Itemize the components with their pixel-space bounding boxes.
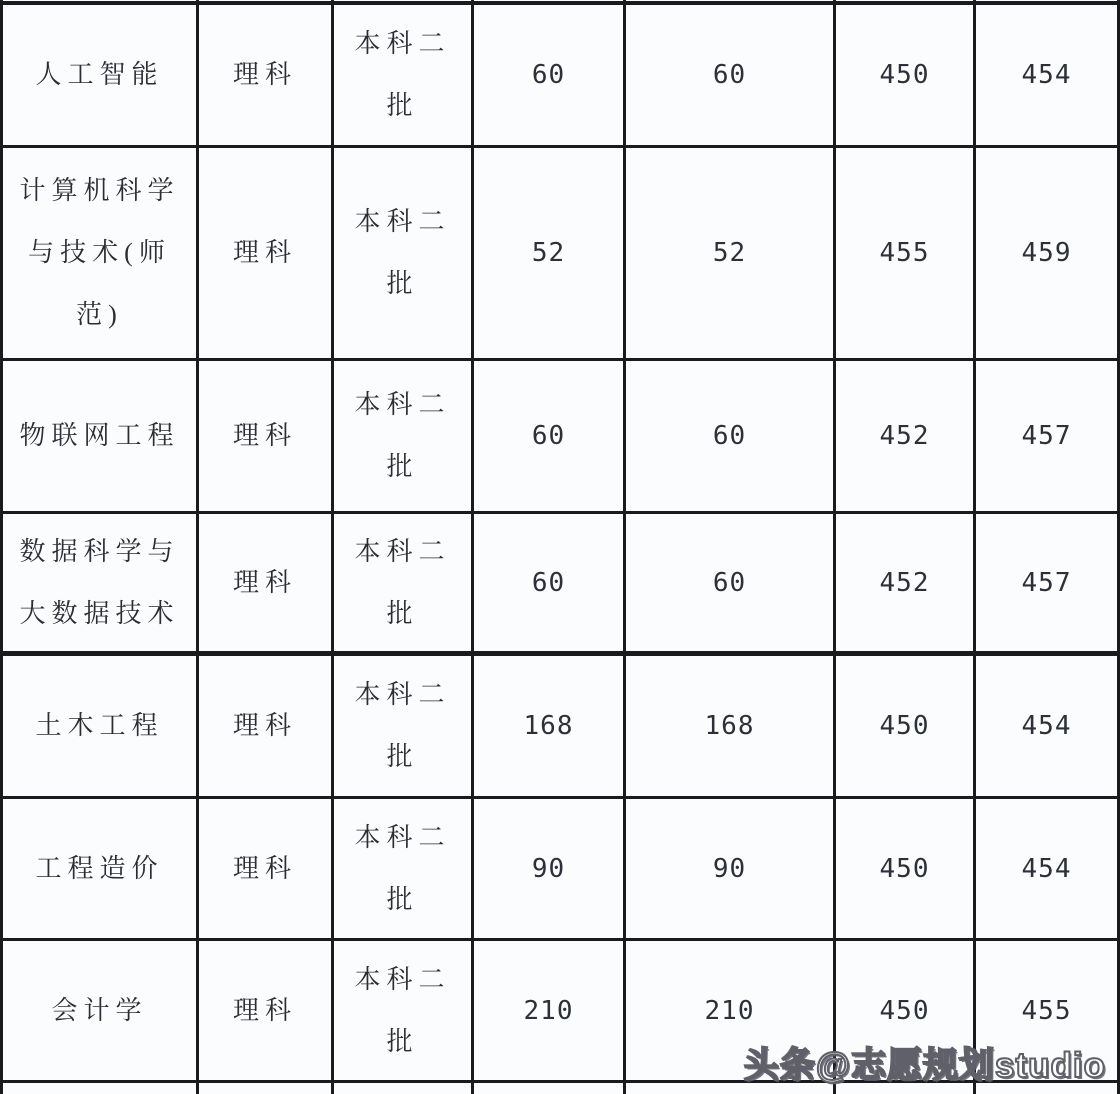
cell-text: 本科二批 — [354, 390, 451, 481]
cell-text: 物联网工程 — [19, 421, 180, 450]
cell-text: 454 — [1021, 853, 1072, 884]
table-cell — [474, 148, 626, 361]
table-cell — [334, 514, 474, 656]
table-cell — [626, 656, 836, 799]
table-cell — [474, 941, 626, 1083]
cell-text: 52 — [531, 238, 566, 268]
table-cell — [0, 941, 199, 1083]
table-cell — [199, 656, 334, 799]
table-cell — [0, 148, 199, 361]
table-cell — [836, 5, 976, 148]
cell-text: 90 — [712, 853, 747, 884]
cell-text: 60 — [531, 567, 566, 598]
table-cell — [976, 361, 1120, 514]
cell-text: 本科二批 — [354, 822, 451, 914]
table-cell — [976, 148, 1120, 361]
table-cell — [836, 514, 976, 656]
table-cell — [626, 799, 836, 941]
table-cell — [334, 799, 474, 941]
cell-text: 会计学 — [51, 995, 148, 1025]
table-cell — [836, 148, 976, 361]
cell-text: 理科 — [232, 238, 297, 267]
table-cell — [199, 148, 334, 361]
cell-text: 454 — [1021, 711, 1072, 741]
cell-text: 本科二批 — [354, 964, 451, 1056]
cell-text: 60 — [531, 421, 566, 451]
cell-text: 457 — [1021, 567, 1072, 598]
table-cell — [474, 514, 626, 656]
cell-text: 60 — [531, 60, 566, 90]
table-cell — [199, 361, 334, 514]
table-cell — [199, 799, 334, 941]
table-cell — [0, 514, 199, 656]
cell-text: 52 — [712, 238, 747, 268]
cell-text: 本科二批 — [354, 536, 451, 628]
table-cell — [474, 361, 626, 514]
cell-text: 60 — [712, 60, 747, 90]
cell-text: 90 — [531, 853, 566, 884]
cell-text: 数据科学与大数据技术 — [19, 536, 180, 628]
cell-text: 452 — [879, 421, 930, 451]
cell-text: 210 — [523, 995, 574, 1026]
table-cell — [626, 148, 836, 361]
table-cell — [334, 361, 474, 514]
cell-text: 450 — [879, 60, 930, 90]
table-cell — [976, 5, 1120, 148]
table-cell — [0, 656, 199, 799]
table-cell — [199, 941, 334, 1083]
table-cell — [836, 361, 976, 514]
table-cell — [199, 514, 334, 656]
cell-text: 450 — [879, 853, 930, 884]
cell-text: 450 — [879, 711, 930, 741]
watermark-text: 头条@志愿规划studio — [743, 1046, 1106, 1085]
cell-text: 450 — [879, 995, 930, 1026]
cell-text: 60 — [712, 567, 747, 598]
table-cell — [0, 1083, 199, 1094]
table-cell — [976, 514, 1120, 656]
cell-text: 455 — [879, 238, 930, 268]
table-cell — [836, 799, 976, 941]
cell-text: 本科二批 — [354, 207, 451, 298]
table-cell — [0, 5, 199, 148]
table-cell — [199, 5, 334, 148]
cell-text: 理科 — [232, 995, 297, 1025]
cell-text: 土木工程 — [35, 711, 164, 740]
table-cell — [626, 514, 836, 656]
cell-text: 455 — [1021, 995, 1072, 1026]
cell-text: 人工智能 — [35, 60, 164, 89]
table-cell — [334, 1083, 474, 1094]
cell-text: 本科二批 — [354, 29, 451, 120]
cell-text: 459 — [1021, 238, 1072, 268]
table-cell — [199, 1083, 334, 1094]
table-cell — [474, 799, 626, 941]
table-cell — [334, 656, 474, 799]
cell-text: 本科二批 — [354, 680, 451, 771]
cell-text: 工程造价 — [35, 853, 164, 883]
cell-text: 理科 — [232, 567, 297, 597]
table-cell — [474, 5, 626, 148]
cell-text: 168 — [704, 711, 755, 741]
cell-text: 210 — [704, 995, 755, 1026]
cell-text: 454 — [1021, 60, 1072, 90]
table-cell — [976, 799, 1120, 941]
table-cell — [976, 656, 1120, 799]
table-cell — [836, 656, 976, 799]
table-cell — [0, 361, 199, 514]
cell-text: 理科 — [232, 60, 297, 89]
cell-text: 452 — [879, 567, 930, 598]
table-cell — [474, 656, 626, 799]
table-cell — [334, 5, 474, 148]
cell-text: 理科 — [232, 853, 297, 883]
table-cell — [0, 799, 199, 941]
cell-text: 理科 — [232, 711, 297, 740]
table-cell — [334, 148, 474, 361]
table-cell — [474, 1083, 626, 1094]
cell-text: 60 — [712, 421, 747, 451]
cell-text: 理科 — [232, 421, 297, 450]
cell-text: 计算机科学与技术(师范) — [19, 176, 180, 329]
table-cell — [626, 361, 836, 514]
cell-text: 457 — [1021, 421, 1072, 451]
cell-text: 168 — [523, 711, 574, 741]
table-cell — [334, 941, 474, 1083]
table-cell — [626, 5, 836, 148]
